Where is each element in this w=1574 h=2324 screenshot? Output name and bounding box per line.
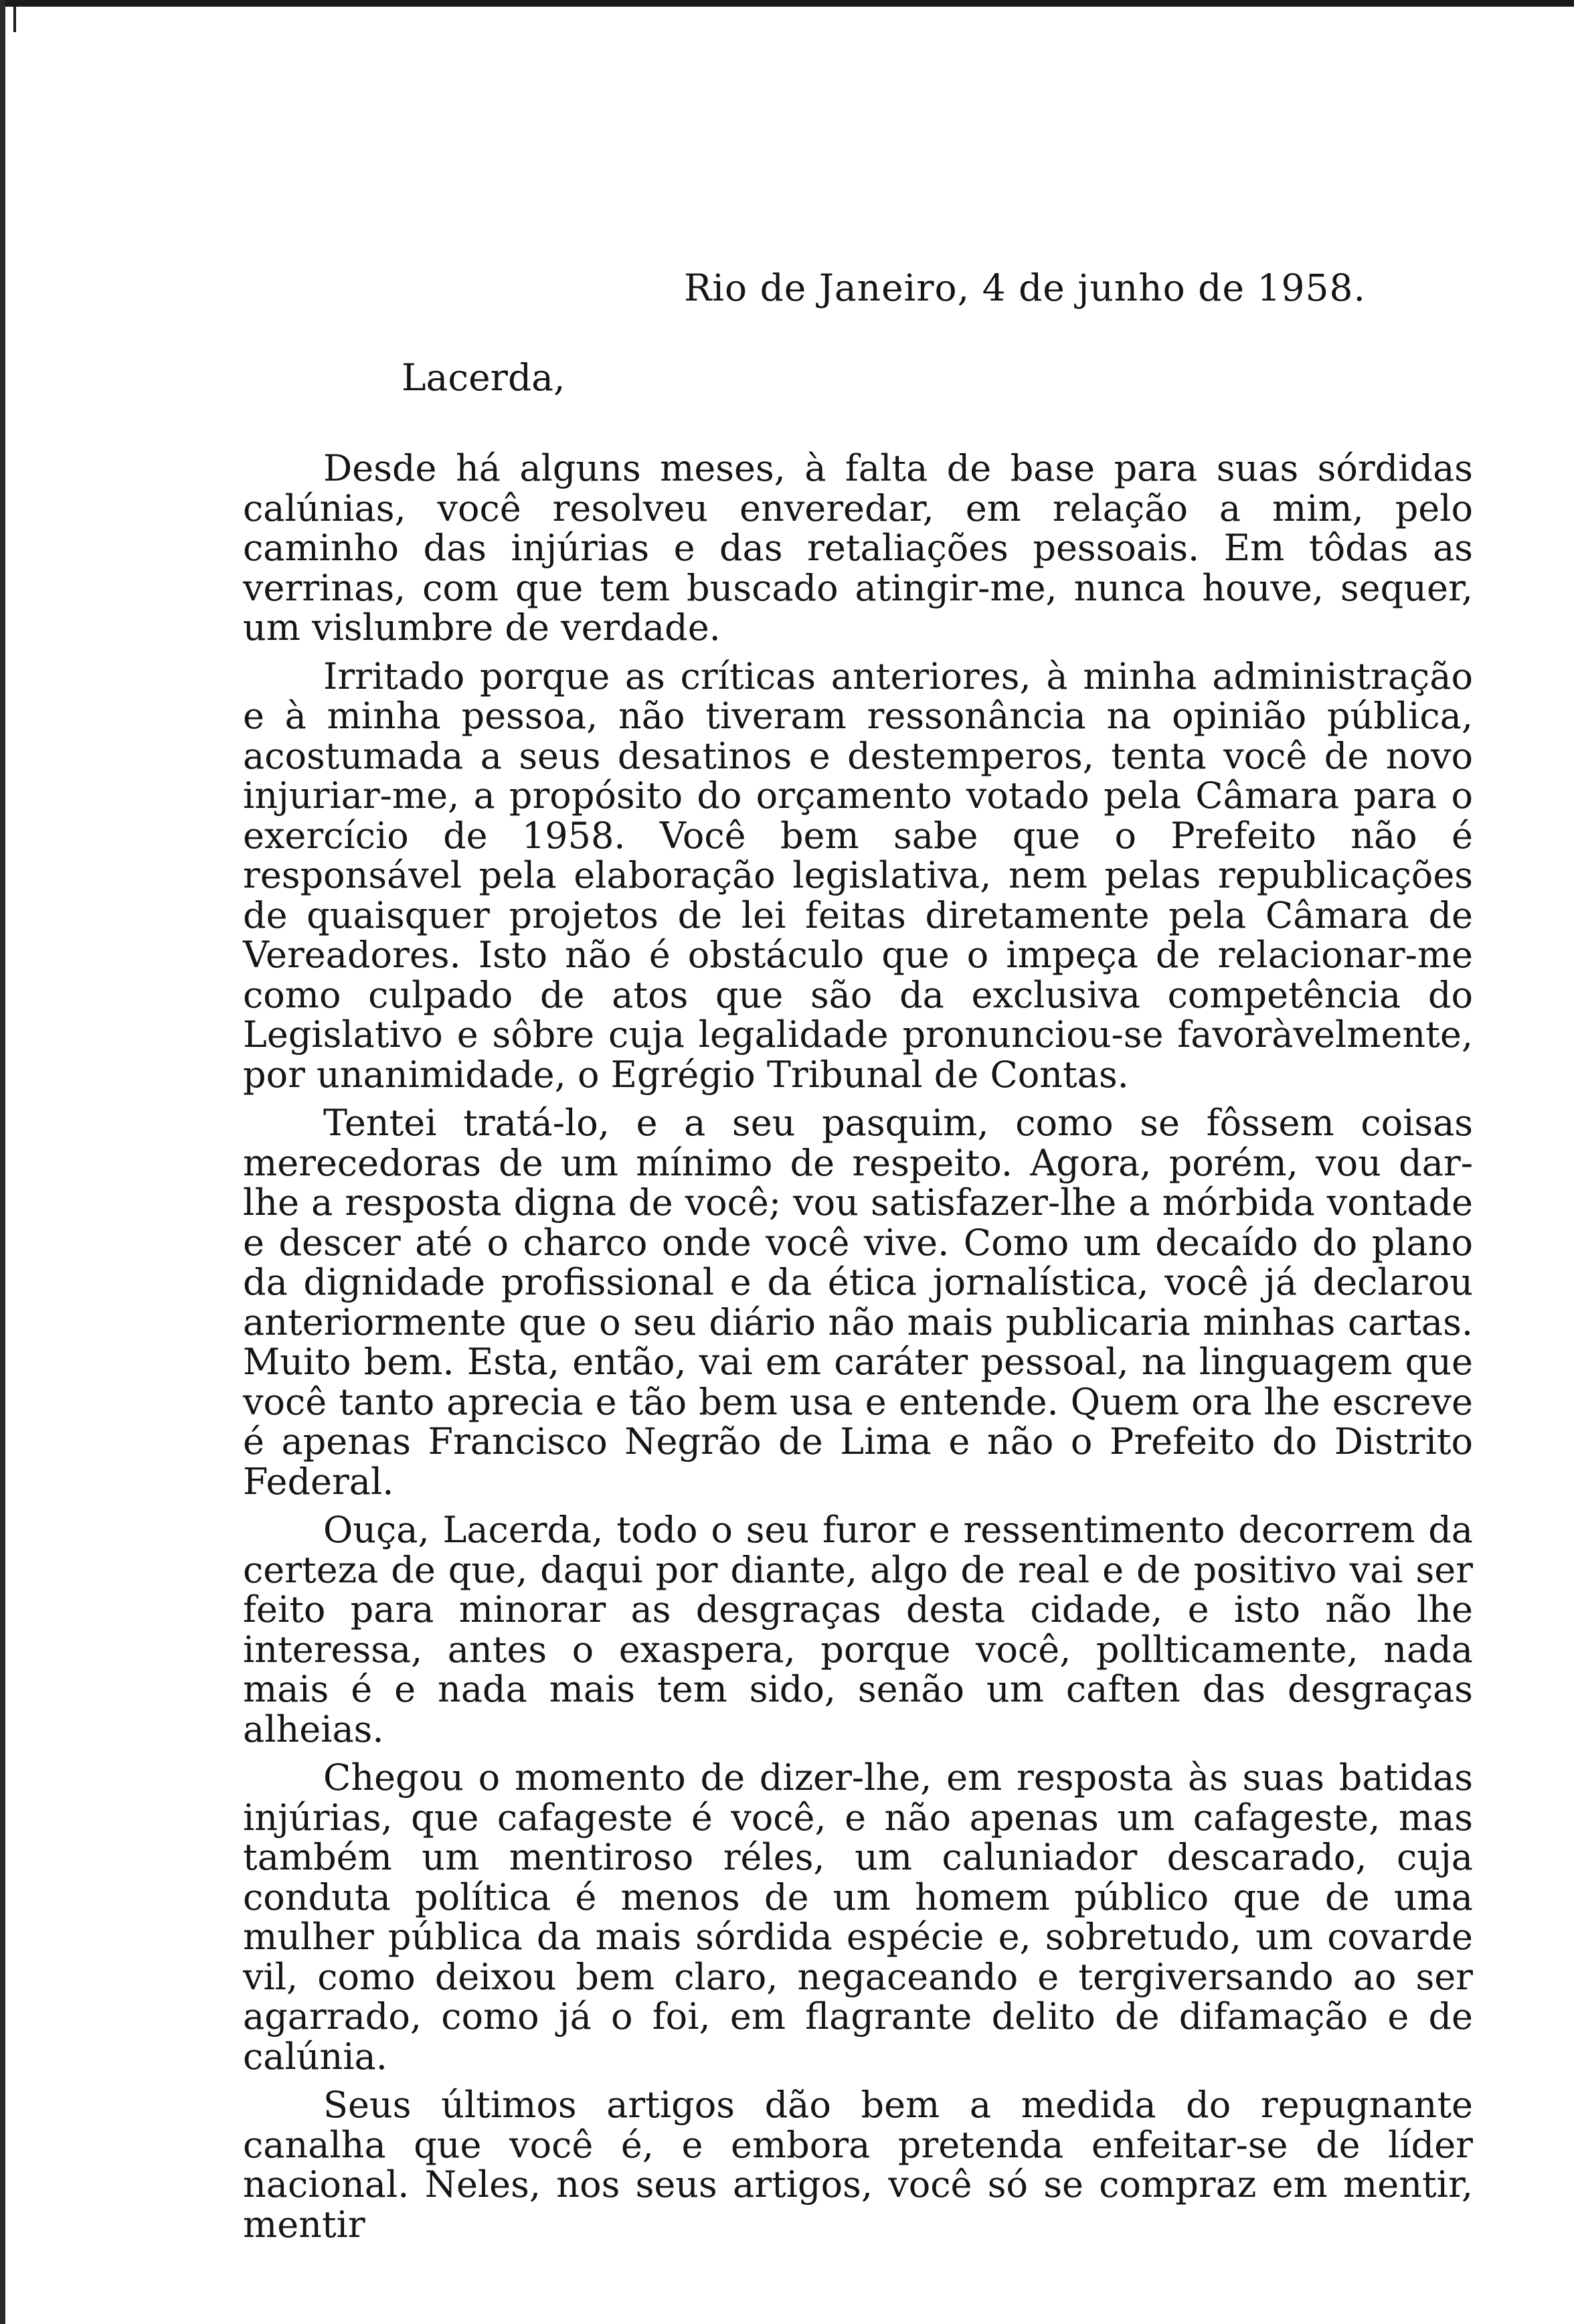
paragraph-5: Chegou o momento de dizer-lhe, em resposta às suas batidas injúrias, que cafageste é você, e não apenas um cafageste, mas também um mentiroso réles, um caluniador descarado, cuja conduta política é menos de um homem público que de uma mulher pública da mais sórdida espécie e, sobretudo, um covarde vil, como deixou bem claro, negaceando e tergiversando ao ser agarrado, como já o foi, em flagrante delito de difamação e de calúnia.	[243, 1756, 1473, 2078]
paragraph-3: Tentei tratá-lo, e a seu pasquim, como se fôssem coisas merecedoras de um mínimo de respeito. Agora, porém, vou dar-lhe a resposta digna de você; vou satisfazer-lhe a mórbida vontade e descer até o charco onde você vive. Como um decaído do plano da dignidade profissional e da ética jornalística, você já declarou anteriormente que o seu diário não mais publicaria minhas cartas. Muito bem. Esta, então, vai em caráter pessoal, na linguagem que você tanto aprecia e tão bem usa e entende. Quem ora lhe escreve é apenas Francisco Negrão de Lima e não o Prefeito do Distrito Federal.	[243, 1102, 1473, 1503]
salutation: Lacerda,	[402, 356, 565, 399]
paragraph-4: Ouça, Lacerda, todo o seu furor e ressentimento decorrem da certeza de que, daqui por diante, algo de real e de positivo vai ser feito para minorar as desgraças desta cidade, e isto não lhe interessa, antes o exaspera, porque você, pollticamente, nada mais é e nada mais tem sido, senão um caften das desgraças alheias.	[243, 1509, 1473, 1750]
paragraph-6: Seus últimos artigos dão bem a medida do repugnante canalha que você é, e embora pretenda enfeitar-se de líder nacional. Neles, nos seus artigos, você só se compraz em mentir, mentir	[243, 2084, 1473, 2246]
paragraph-2: Irritado porque as críticas anteriores, à minha administração e à minha pessoa, não tiveram ressonância na opinião pública, acostumada a seus desatinos e destemperos, tenta você de novo injuriar-me, a propósito do orçamento votado pela Câmara para o exercício de 1958. Você bem sabe que o Prefeito não é responsável pela elaboração legislativa, nem pelas republicações de quaisquer projetos de lei feitas diretamente pela Câmara de Vereadores. Isto não é obstáculo que o impeça de relacionar-me como culpado de atos que são da exclusiva competência do Legislativo e sôbre cuja legalidade pronunciou-se favoràvelmente, por unanimidade, o Egrégio Tribunal de Contas.	[243, 655, 1473, 1096]
paragraph-1: Desde há alguns meses, à falta de base para suas sórdidas calúnias, você resolveu enveredar, em relação a mim, pelo caminho das injúrias e das retaliações pessoais. Em tôdas as verrinas, com que tem buscado atingir-me, nunca houve, sequer, um vislumbre de verdade.	[243, 447, 1473, 649]
letter-body	[243, 448, 1473, 2253]
scan-border-top	[0, 0, 1574, 7]
scan-border-left	[0, 0, 5, 2324]
scan-corner-mark	[13, 5, 16, 32]
date-line: Rio de Janeiro, 4 de junho de 1958.	[684, 266, 1366, 309]
